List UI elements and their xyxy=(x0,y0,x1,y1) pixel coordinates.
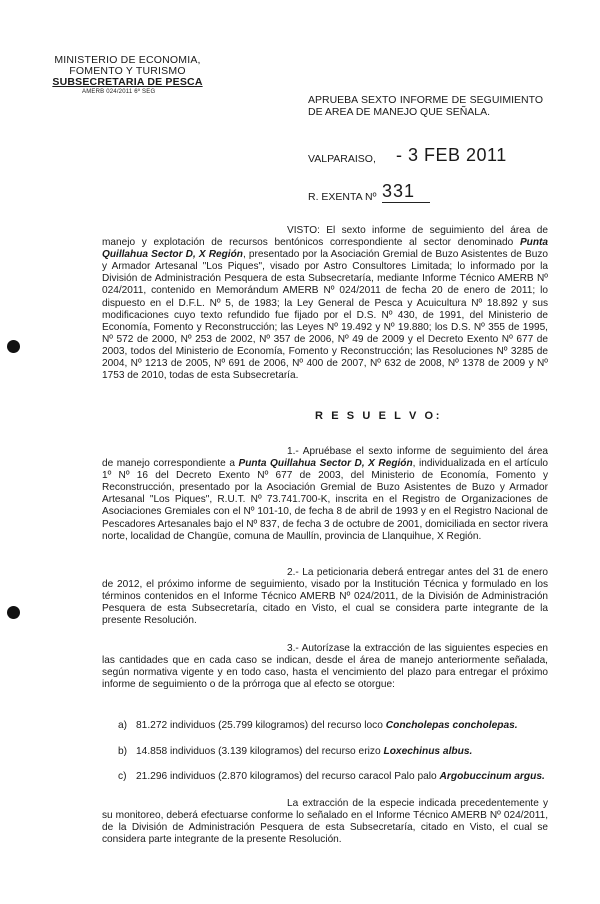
species-item-text: 14.858 individuos (3.139 kilogramos) del recurso erizo xyxy=(136,746,384,757)
species-item-name: Concholepas concholepas. xyxy=(385,720,518,731)
species-item-label: b) xyxy=(118,746,128,757)
document-subject: APRUEBA SEXTO INFORME DE SEGUIMIENTO DE AREA DE MANEJO QUE SEÑALA. xyxy=(308,94,543,118)
visto-text-start: VISTO: El sexto informe de seguimiento del área de manejo y explotación de recursos bentónicos correspondiente al sector denominado xyxy=(102,225,548,249)
resuelvo-heading: R E S U E L V O: xyxy=(315,410,442,422)
resolution-number: 331 xyxy=(382,181,416,201)
visto-text-end: , presentado por la Asociación Gremial de Buzo Asistentes de Buzo y Armador Artesanal "Los Piques", visado por Astro Consultores Limitada; lo informado por la División de Administración Pesquera de esta Subsecretaría, mediante Informe Técnico AMERB Nº 024/2011, contenido en Memorándum AMERB Nº 024/2011 de fecha 20 de enero de 2011; lo dispuesto en el D.F.L. Nº 5, de 1983; la Ley General de Pesca y Acuicultura Nº 18.892 y sus modificaciones cuyo texto refundido fue fijado por el D.S. Nº 430, de 1991, del Ministerio de Economía, Fomento y Reconstrucción; las Leyes Nº 19.492 y Nº 19.880; los D.S. Nº 355 de 1995, Nº 572 de 2000, Nº 253 de 2002, Nº 357 de 2006, Nº 49 de 2009 y el Decreto Exento Nº 677 de 2003, todos del Ministerio de Economía, Fomento y Reconstrucción; las Resoluciones Nº 3285 de 2004, Nº 1213 de 2005, Nº 691 de 2006, Nº 400 de 2007, Nº 632 de 2008, Nº 1378 de 2009 y Nº 1753 de 2010, todas de esta Subsecretaría. xyxy=(102,249,548,382)
species-item-c xyxy=(118,771,545,782)
species-item-label: a) xyxy=(118,720,128,731)
place-label: VALPARAISO, xyxy=(308,153,376,165)
resolution-label: R. EXENTA Nº xyxy=(308,191,377,203)
species-item-label: c) xyxy=(118,771,127,782)
punch-hole-bottom xyxy=(7,606,20,619)
date-stamp: - 3 FEB 2011 xyxy=(396,145,507,165)
article-1-text-end: , individualizada en el artículo 1º Nº 16 del Decreto Exento Nº 677 de 2003, del Ministerio de Economía, Fomento y Reconstrucción, presentado por la Asociación Gremial de Buzo Asistentes de Buzo y Armador Artesanal "Los Piques", R.U.T. Nº 73.741.700-K, inscrita en el Registro de Organizaciones de Asociaciones Gremiales con el Nº 101-10, de fecha 8 de abril de 1993 y en el Registro Nacional de Pescadores Artesanales bajo el Nº 837, de fecha 3 de octubre de 2001, domiciliada en sector rivera norte, localidad de Changüe, comuna de Maullín, provincia de Llanquihue, X Región. xyxy=(102,458,548,542)
article-1-text-start: 1.- Apruébase el sexto informe de seguimiento del área de manejo correspondiente a xyxy=(102,446,548,470)
species-item-a xyxy=(118,720,518,731)
species-item-name: Argobuccinum argus. xyxy=(439,771,545,782)
article-2: 2.- La peticionaria deberá entregar antes del 31 de enero de 2012, el próximo informe de seguimiento, visado por la Institución Técnica y formulado en los términos contenidos en el Informe Técnico AMERB Nº 024/2011, de la División de Administración Pesquera de esta Subsecretaría, citado en Visto, el cual se considera parte integrante de la presente Resolución. xyxy=(102,567,548,627)
article-1 xyxy=(102,446,548,543)
visto-sector-name: Punta Quillahua Sector D, X Región xyxy=(102,237,548,261)
species-item-text: 21.296 individuos (2.870 kilogramos) del recurso caracol Palo palo xyxy=(136,771,440,782)
visto-paragraph xyxy=(102,225,548,382)
header-subsecretaria: SUBSECRETARIA DE PESCA xyxy=(52,76,203,88)
punch-hole-top xyxy=(7,340,20,353)
closing-paragraph: La extracción de la especie indicada precedentemente y su monitoreo, deberá efectuarse conforme lo señalado en el Informe Técnico AMERB Nº 024/2011, de la División de Administración Pesquera de esta Subsecretaría, citado en Visto, el cual se considera parte integrante de la presente Resolución. xyxy=(102,798,548,846)
header-reference: AMERB 024/2011 6º SEG xyxy=(82,89,156,95)
species-item-name: Loxechinus albus. xyxy=(383,746,473,757)
article-3: 3.- Autorízase la extracción de las siguientes especies en las cantidades que en cada caso se indican, desde el área de manejo anteriormente señalada, según normativa vigente y en todo caso, hasta el vencimiento del plazo para entregar el próximo informe de seguimiento o de la prórroga que al efecto se otorgue: xyxy=(102,643,548,691)
header-ministry: MINISTERIO DE ECONOMIA, xyxy=(54,54,201,66)
ministry-header xyxy=(40,55,215,96)
species-item-text: 81.272 individuos (25.799 kilogramos) del recurso loco xyxy=(136,720,386,731)
header-ministry-sub: FOMENTO Y TURISMO xyxy=(69,65,186,77)
species-item-b xyxy=(118,746,472,757)
article-1-sector-name: Punta Quillahua Sector D, X Región xyxy=(238,458,413,470)
resolution-underline xyxy=(382,202,430,203)
